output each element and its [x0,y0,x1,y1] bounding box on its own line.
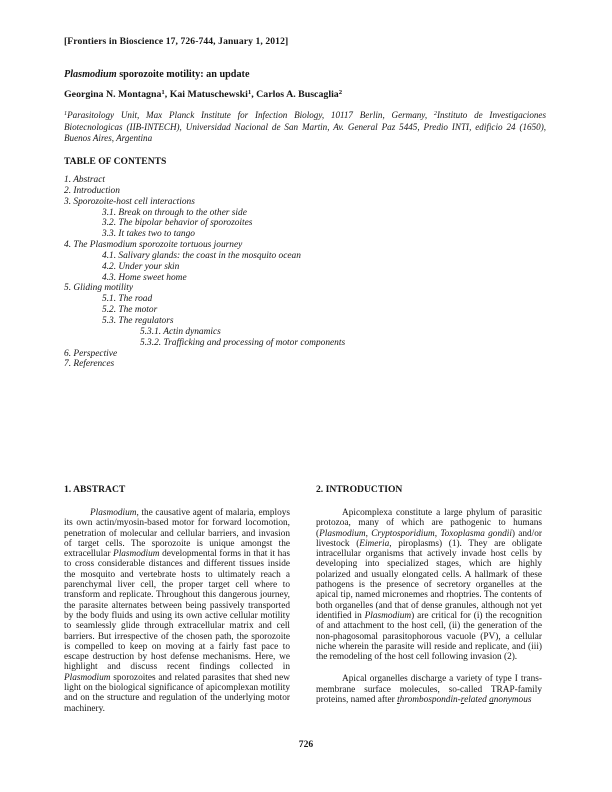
toc-item: 5.2. The motor [102,305,158,316]
introduction-paragraph: Apicomplexa constitute a large phylum of parasitic protozoa, many of which are pathogenic to humans (Plasmodium, Cryptosporidium, Toxoplasma gondii) and/or livestock (Eimeria, piroplasms) (1). They are obligate intracellular organisms that actively invade host cells by developing into specialized stages, which are highly polarized and usually elongated cells. A hallmark of these pathogens is the presence of secretory organelles at the apical tip, named micronemes and rhoptries. The contents of both organelles (and that of dense granules, although not yet identified in Plasmodium) are critical for (i) the recognition of and attachment to the host cell, (ii) the generation of the non-phagosomal parasitophorous vacuole (PV), a cellular niche wherein the parasite will reside and replicate, and (iii) the remodeling of the host cell following invasion (2). [316,508,543,663]
abstract-paragraph: Plasmodium, the causative agent of malaria, employs its own actin/myosin-based motor for forward locomotion, penetration of molecular and cellular barriers, and invasion of target cells. The sporozoite is unique amongst the extracellular Plasmodium developmental forms in that it has to cross considerable distances and different tissues inside the mosquito and vertebrate hosts to ultimately reach a parenchymal liver cell, the proper target cell where to transform and replicate. Throughout this dangerous journey, the parasite alternates between being passively transported by the body fluids and using its own active cellular motility to seamlessly glide through extracellular matrix and cell barriers. But irrespective of the chosen path, the sporozoite is compelled to keep on moving at a fairly fast pace to escape destruction by host defense mechanisms. Here, we highlight and discuss recent findings collected in Plasmodium sporozoites and related parasites that shed new light on the biological significance of apicomplexan motility and on the structure and regulation of the underlying motor machinery. [64,508,290,714]
toc-item: 4. The Plasmodium sporozoite tortuous journey [64,240,243,251]
two-column-body [64,484,546,714]
toc-item: 3.3. It takes two to tango [102,229,195,240]
toc-item: 4.3. Home sweet home [102,272,187,283]
page-number: 726 [298,739,314,750]
toc-item: 6. Perspective [64,348,118,359]
table-of-contents [64,175,546,370]
toc-item: 5. Gliding motility [64,283,134,294]
toc-item: 5.3.2. Trafficking and processing of motor components [140,337,346,348]
introduction-column [316,484,542,714]
toc-heading: TABLE OF CONTENTS [64,156,167,167]
toc-item: 5.1. The road [102,294,153,305]
toc-item: 5.3.1. Actin dynamics [140,326,221,337]
section-heading-abstract: 1. ABSTRACT [64,484,126,495]
toc-item: 3.1. Break on through to the other side [102,207,247,218]
abstract-column [64,484,290,714]
toc-item: 7. References [64,359,115,370]
toc-item: 5.3. The regulators [102,315,174,326]
toc-item: 2. Introduction [64,185,120,196]
toc-item: 3.2. The bipolar behavior of sporozoites [102,218,253,229]
journal-citation: [Frontiers in Bioscience 17, 726-744, January 1, 2012] [64,36,289,47]
paper-title: Plasmodium sporozoite motility: an update [64,69,250,80]
section-heading-introduction: 2. INTRODUCTION [316,484,403,495]
introduction-paragraph: Apical organelles discharge a variety of type I trans-membrane surface molecules, so-called TRAP-family proteins, named after thrombospondin-related anonymous [316,674,542,706]
affiliation: $^1$Parasitology Unit, Max Planck Institute for Infection Biology, 10117 Berlin, Germany, $^2$Instituto de Investigaciones Biotecnologicas (IIB-INTECH), Universidad Nacional de San Martin, Av. General Paz 5445, Predio INTI, edificio 24 (1650), Buenos Aires, Argentina [64,110,546,143]
toc-item: 1. Abstract [64,175,105,185]
toc-item: 4.2. Under your skin [102,261,180,272]
toc-item: 4.1. Salivary glands: the coast in the mosquito ocean [102,250,301,261]
author-line: Georgina N. Montagna$^1$, Kai Matuschewski$^1$, Carlos A. Buscaglia$^2$ [64,88,343,100]
toc-item: 3. Sporozoite-host cell interactions [64,196,195,207]
